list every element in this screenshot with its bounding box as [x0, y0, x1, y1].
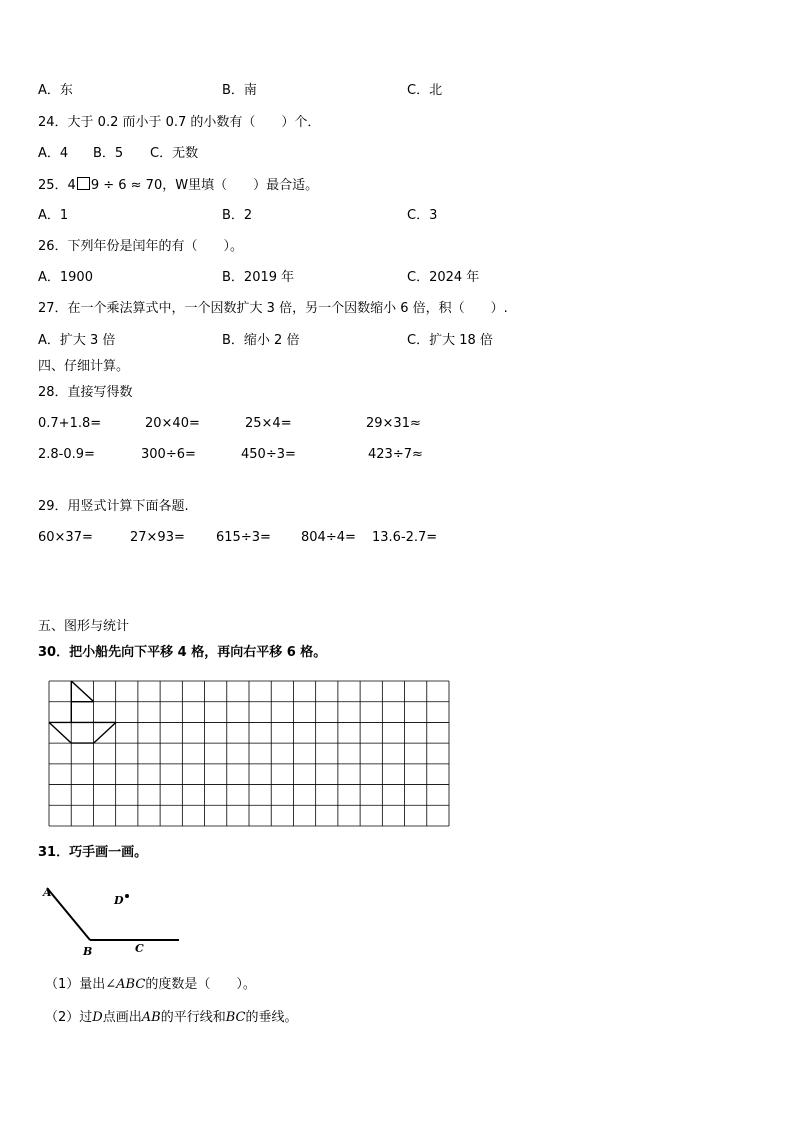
q26-option-a: A．1900 [38, 270, 93, 285]
q28-item: 450÷3= [241, 447, 296, 462]
grid-lines [49, 681, 449, 826]
boat-sail-edge [71, 681, 93, 702]
label-b: B [83, 945, 93, 958]
q29-stem: 29．用竖式计算下面各题. [38, 499, 189, 514]
q31-sub2-mid: 点画出 [102, 1010, 142, 1025]
q23-option-c: C．北 [407, 83, 443, 98]
q24-option-b: B．5 [93, 146, 124, 161]
q28-item: 29×31≈ [366, 416, 421, 431]
translation-grid [49, 681, 451, 826]
q28-item: 300÷6= [141, 447, 196, 462]
q31-sub2-mid2: 的平行线和 [160, 1010, 226, 1025]
q28-item: 2.8-0.9= [38, 447, 95, 462]
boat-hull-right [94, 722, 116, 743]
q28-item: 0.7+1.8= [38, 416, 102, 431]
q27-stem: 27．在一个乘法算式中，一个因数扩大 3 倍，另一个因数缩小 6 倍，积（ ）. [38, 301, 508, 316]
q30-stem: 30．把小船先向下平移 4 格，再向右平移 6 格。 [38, 645, 327, 660]
q28-item: 25×4= [245, 416, 292, 431]
q25-stem-prefix: 25．4 [38, 178, 76, 193]
label-d: D [114, 894, 124, 907]
q31-sub2 [45, 1010, 297, 1026]
q26-option-b: B．2019 年 [222, 270, 295, 285]
q31-sub1-suffix: 的度数是（ ）。 [145, 977, 256, 992]
q28-stem: 28．直接写得数 [38, 385, 133, 400]
q25-option-a: A．1 [38, 208, 69, 223]
q29-item: 615÷3= [216, 530, 271, 545]
q29-item: 13.6-2.7= [372, 530, 438, 545]
line-ab-label: AB [141, 1010, 161, 1025]
q25-stem [38, 177, 318, 194]
q26-stem: 26．下列年份是闰年的有（ ）。 [38, 239, 244, 254]
q25-option-c: C．3 [407, 208, 438, 223]
q29-item: 27×93= [130, 530, 185, 545]
q27-option-c: C．扩大 18 倍 [407, 333, 493, 348]
q24-option-a: A．4 [38, 146, 69, 161]
angle-abc: ∠ABC [105, 977, 146, 992]
q31-sub2-prefix: （2）过 [45, 1010, 93, 1025]
boat-hull-left [49, 722, 71, 743]
q23-option-b: B．南 [222, 83, 257, 98]
q28-item: 20×40= [145, 416, 200, 431]
q27-option-a: A．扩大 3 倍 [38, 333, 116, 348]
q25-option-b: B．2 [222, 208, 253, 223]
label-a: A [43, 886, 52, 899]
section-4-heading: 四、仔细计算。 [38, 359, 130, 374]
angle-figure [38, 880, 188, 960]
q31-sub1 [45, 977, 256, 993]
section-5-heading: 五、图形与统计 [38, 619, 130, 634]
point-d [125, 894, 129, 898]
q29-item: 60×37= [38, 530, 93, 545]
q28-item: 423÷7≈ [368, 447, 423, 462]
q27-option-b: B．缩小 2 倍 [222, 333, 300, 348]
q24-option-c: C．无数 [150, 146, 199, 161]
q31-sub1-prefix: （1）量出 [45, 977, 106, 992]
q23-option-a: A．东 [38, 83, 73, 98]
boat-figure [49, 681, 116, 743]
point-d-label: D [92, 1010, 103, 1025]
line-bc-label: BC [225, 1010, 246, 1025]
q31-sub2-suffix: 的垂线。 [245, 1010, 298, 1025]
q24-stem: 24．大于 0.2 而小于 0.7 的小数有（ ）个． [38, 115, 321, 130]
blank-box [77, 177, 90, 190]
label-c: C [135, 942, 144, 955]
q25-stem-suffix: 9 ÷ 6 ≈ 70，W里填（ ）最合适。 [90, 178, 319, 193]
q26-option-c: C．2024 年 [407, 270, 480, 285]
q29-item: 804÷4= [301, 530, 356, 545]
ray-ba [47, 888, 90, 940]
q31-stem: 31．巧手画一画。 [38, 845, 148, 860]
